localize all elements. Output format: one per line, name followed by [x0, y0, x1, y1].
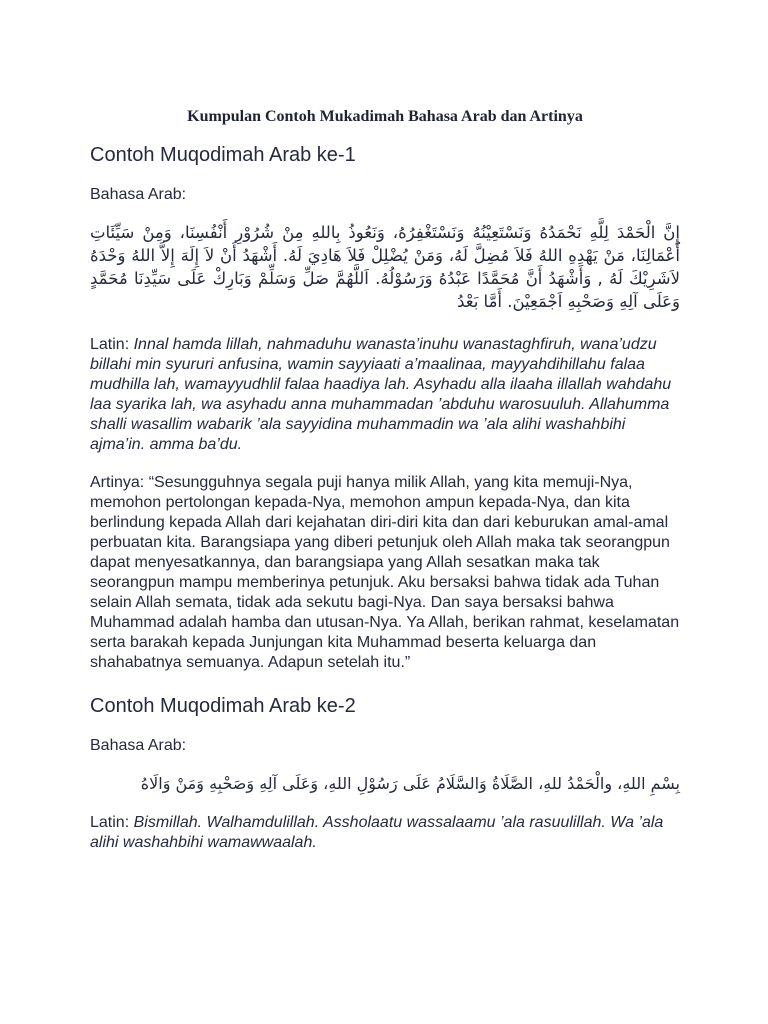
latin-paragraph	[90, 813, 680, 853]
latin-label: Latin:	[90, 814, 130, 831]
latin-paragraph	[90, 335, 680, 455]
arabic-text: بِسْمِ اللهِ، والْحَمْدُ للهِ، الصَّلَاةُ وَالسَّلَامُ عَلَى رَسُوْلِ اللهِ، وَعَلَى آلِهِ وَصَحْبِهِ وَمَنْ وَالَاهُ	[140, 774, 680, 793]
artinya-paragraph: Artinya: “Sesungguhnya segala puji hanya milik Allah, yang kita memuji-Nya, memohon pertolongan kepada-Nya, memohon ampun kepada-Nya, dan kita berlindung kepada Allah dari kejahatan diri-diri kita dan dari keburukan amal-amal perbuatan kita. Barangsiapa yang diberi petunjuk oleh Allah maka tak seorangpun dapat menyesatkannya, dan barangsiapa yang Allah sesatkan maka tak seorangpun mampu memberinya petunjuk. Aku bersaksi bahwa tidak ada Tuhan selain Allah semata, tidak ada sekutu bagi-Nya. Dan saya bersaksi bahwa Muhammad adalah hamba dan utusan-Nya. Ya Allah, berikan rahmat, keselamatan serta barakah kepada Junjungan kita Muhammad beserta keluarga dan shahabatnya semuanya. Adapun setelah itu.”	[90, 474, 680, 671]
arab-label: Bahasa Arab:	[90, 186, 187, 203]
latin-text: Bismillah. Walhamdulillah. Assholaatu wassalaamu ’ala rasuulillah. Wa ’ala alihi washahbihi wamawwaalah.	[90, 814, 664, 851]
document-page	[90, 100, 680, 871]
arabic-text: إِنَّ الْحَمْدَ لِلَّهِ نَحْمَدُهُ وَنَسْتَعِيْنُهُ وَنَسْتَغْفِرُهُ، وَنَعُوذُ بِاللهِ مِنْ شُرُوْرِ أَنْفُسِنَا، وَمِنْ سَيِّئَاتِ أَعْمَالِنَا، مَنْ يَهْدِهِ اللهُ فَلاَ مُضِلَّ لَهُ، وَمَنْ يُضْلِلْ فَلاَ هَادِيَ لَهُ. أَشْهَدُ أَنْ لاَ إِلَهَ إِلاَّ اللهُ وَحْدَهُ لاَشَرِيْكَ لَهُ , وَأَشْهَدُ أَنَّ مُحَمَّدًا عَبْدُهُ وَرَسُوْلُهُ. اَللَّهُمَّ صَلِّ وَسَلِّمْ وَبَارِكْ عَلَى سَيِّدِنَا مُحَمَّدٍ وَعَلَى آلِهِ وَصَحْبِهِ اَجْمَعِيْنَ. أَمَّا بَعْدُ	[90, 223, 680, 311]
section-1	[90, 144, 680, 673]
latin-label: Latin:	[90, 336, 130, 353]
document-title: Kumpulan Contoh Mukadimah Bahasa Arab dan Artinya	[187, 108, 583, 125]
latin-text: Innal hamda lillah, nahmaduhu wanasta’inuhu wanastaghfiruh, wana’udzu billahi min syururi anfusina, wamin sayyiaati a’maalinaa, mayyahdihillahu falaa mudhilla lah, wamayyudhlil falaa haadiya lah. Asyhadu alla ilaaha illallah wahdahu laa syarika lah, wa asyhadu anna muhammadan ’abduhu warosuuluh. Allahumma shalli wasallim wabarik ’ala sayyidina muhammadin wa ’ala alihi washahbihi ajma’in. amma ba’du.	[90, 336, 672, 453]
arab-label: Bahasa Arab:	[90, 737, 187, 754]
section-heading: Contoh Muqodimah Arab ke-1	[90, 144, 356, 166]
section-heading: Contoh Muqodimah Arab ke-2	[90, 695, 356, 717]
section-2	[90, 695, 680, 853]
